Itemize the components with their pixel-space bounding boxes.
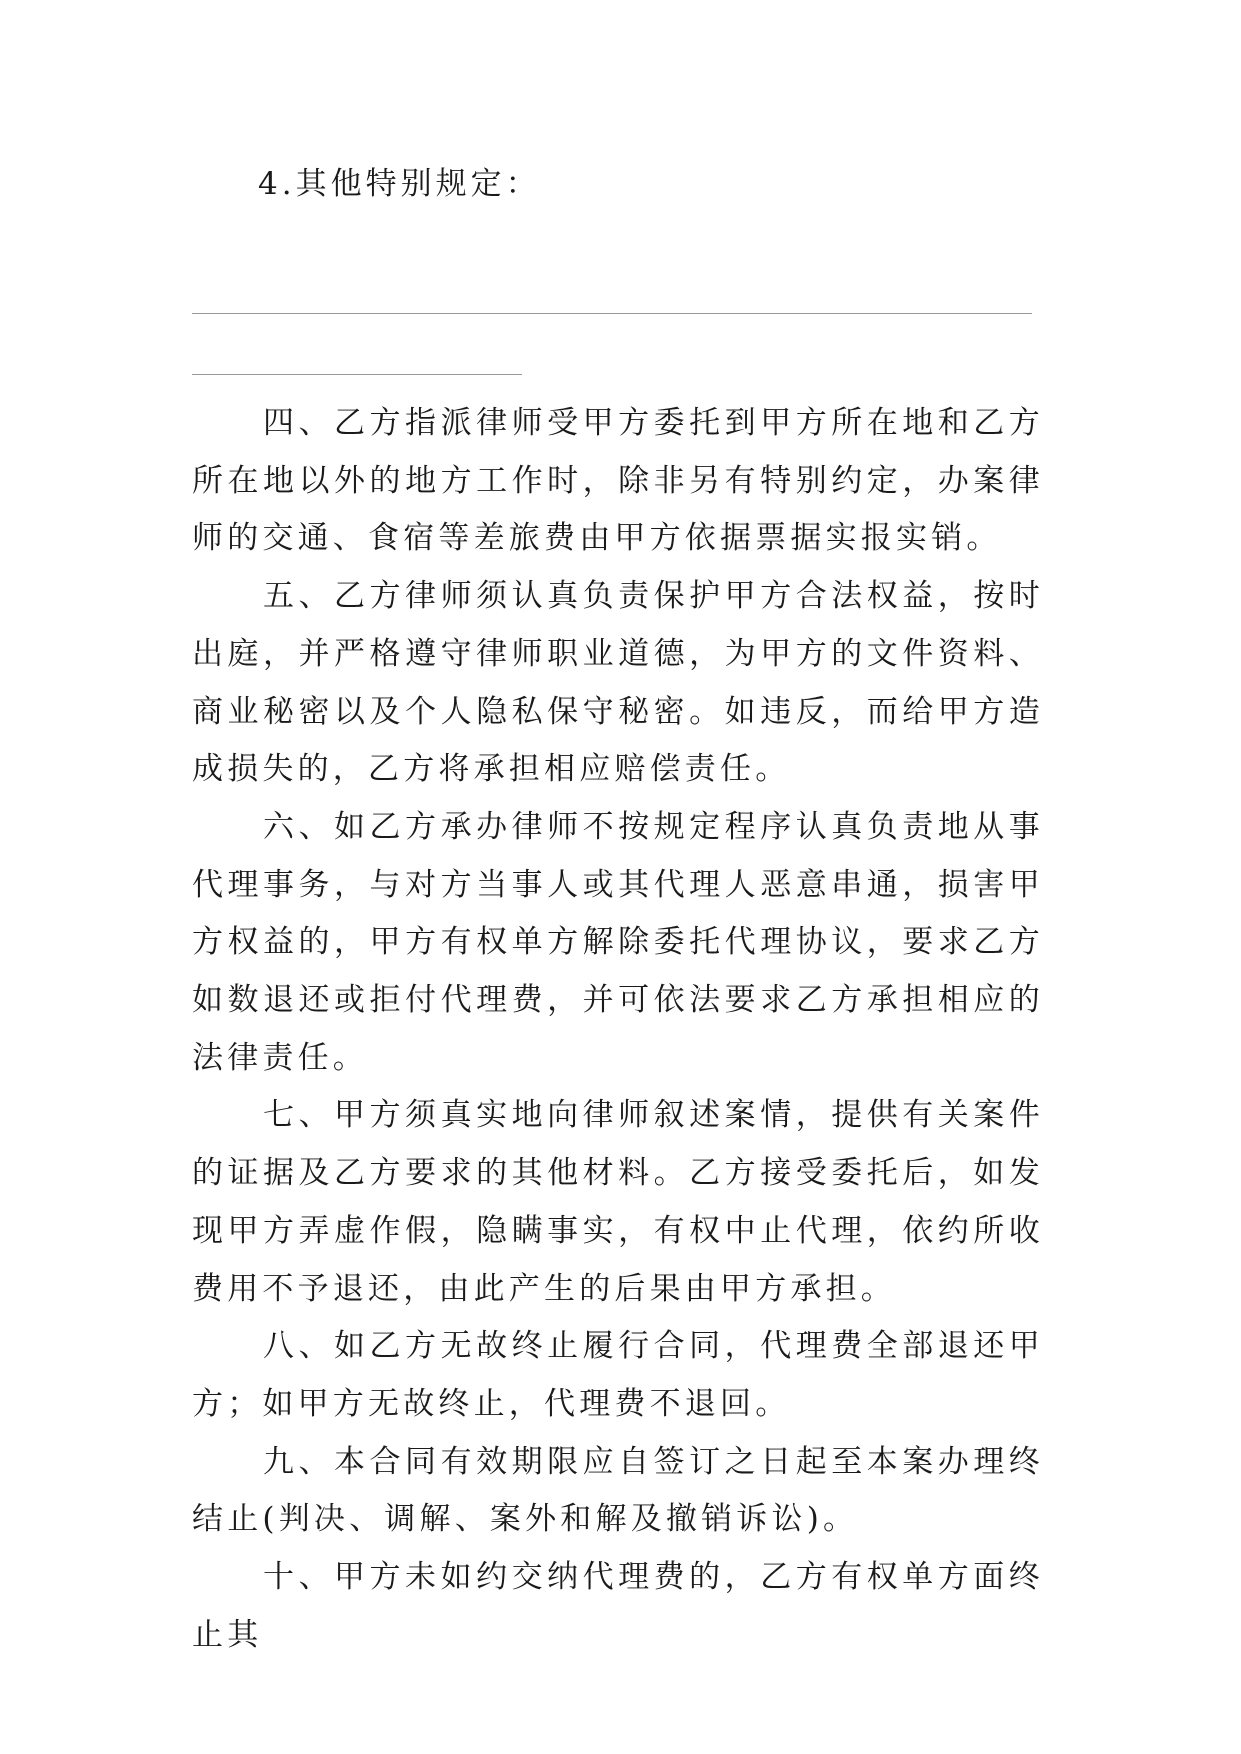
clause-paragraph: 四、乙方指派律师受甲方委托到甲方所在地和乙方所在地以外的地方工作时，除非另有特别约定，办案律师的交通、食宿等差旅费由甲方依据票据实报实销。: [192, 405, 1044, 557]
special-provisions-heading: 4.其他特别规定：: [258, 166, 541, 202]
contract-body: [192, 395, 1044, 1664]
clause-paragraph: 八、如乙方无故终止履行合同，代理费全部退还甲方；如甲方无故终止，代理费不退回。: [192, 1328, 1044, 1422]
clause-paragraph: 六、如乙方承办律师不按规定程序认真负责地从事代理事务，与对方当事人或其代理人恶意串通，损害甲方权益的，甲方有权单方解除委托代理协议，要求乙方如数退还或拒付代理费，并可依法要求乙方承担相应的法律责任。: [192, 808, 1044, 1076]
fill-in-blank-line: [192, 374, 522, 375]
clause-paragraph: 九、本合同有效期限应自签订之日起至本案办理终结止(判决、调解、案外和解及撤销诉讼)。: [192, 1443, 1044, 1538]
clause-paragraph: 五、乙方律师须认真负责保护甲方合法权益，按时出庭，并严格遵守律师职业道德，为甲方的文件资料、商业秘密以及个人隐私保守秘密。如违反，而给甲方造成损失的，乙方将承担相应赔偿责任。: [192, 578, 1044, 788]
clause-paragraph: 七、甲方须真实地向律师叙述案情，提供有关案件的证据及乙方要求的其他材料。乙方接受委托后，如发现甲方弄虚作假，隐瞒事实，有权中止代理，依约所收费用不予退还，由此产生的后果由甲方承担。: [192, 1097, 1044, 1307]
clause-paragraph: 十、甲方未如约交纳代理费的，乙方有权单方面终止其: [192, 1559, 1044, 1653]
fill-in-blank-line: [192, 313, 1032, 314]
